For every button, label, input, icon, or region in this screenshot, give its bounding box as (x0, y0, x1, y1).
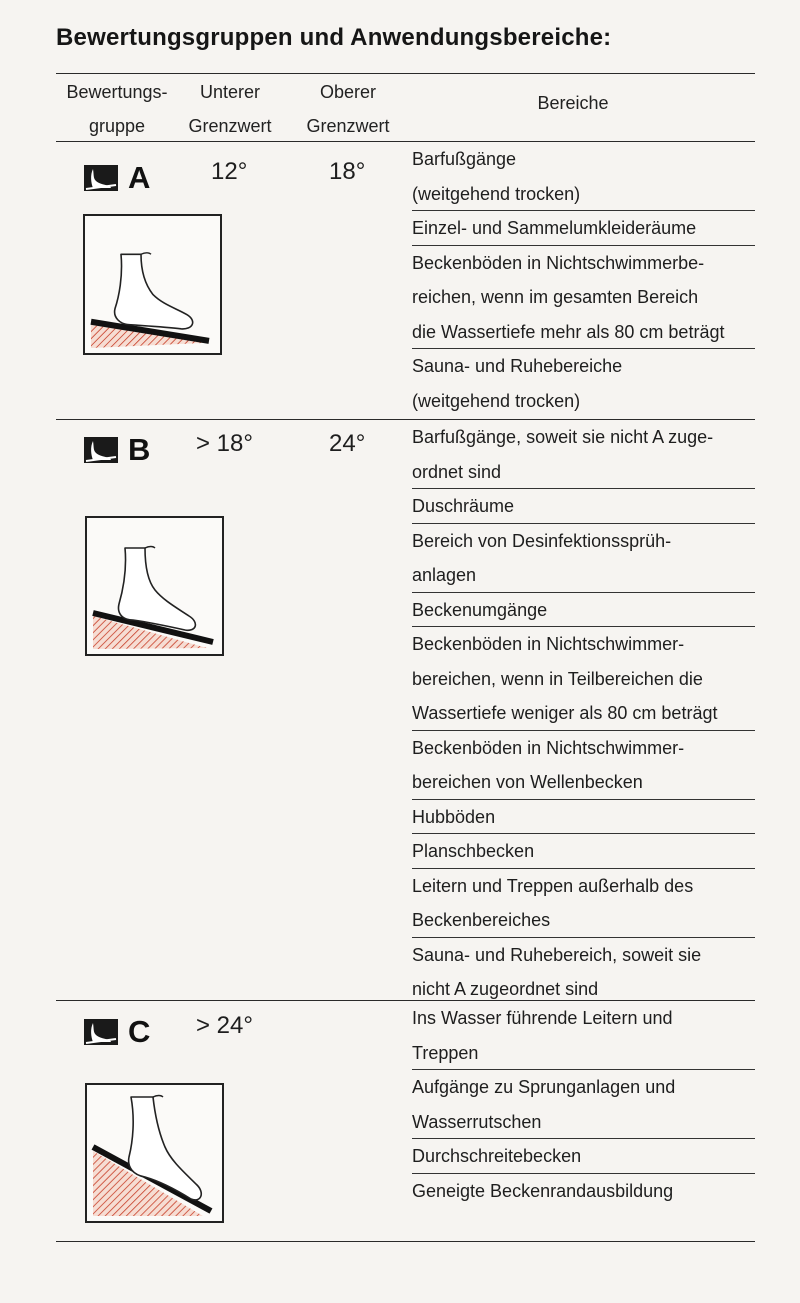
area-text-line: Beckenbereiches (412, 910, 551, 930)
area-text-line: Treppen (412, 1042, 479, 1063)
table-bottom-rule (56, 1241, 755, 1242)
area-text-line: Beckenböden in Nichtschwimmer- (412, 737, 685, 758)
area-text-line: Barfußgänge, soweit sie nicht A zuge- (412, 427, 714, 447)
area-text-line: Sauna- und Ruhebereich, soweit sie (412, 944, 702, 965)
area-text-line: Geneigte Beckenrandausbildung (412, 1180, 674, 1201)
header-upper-line2: Grenzwert (306, 116, 390, 136)
area-text-line: die Wassertiefe mehr als 80 cm beträgt (412, 321, 725, 342)
area-text-line: anlagen (412, 565, 477, 585)
area-text-line: Durchschreitebecken (412, 1146, 582, 1166)
slope-illustration-b (85, 516, 224, 656)
area-text-line: nicht A zugeordnet sind (412, 979, 599, 999)
area-text-line: Hubböden (412, 806, 496, 827)
area-text-line: reichen, wenn im gesamten Bereich (412, 287, 699, 307)
area-text-line: Wassertiefe weniger als 80 cm beträgt (412, 703, 718, 723)
area-item (412, 731, 755, 800)
lower-limit: 12° (211, 158, 248, 185)
group-letter: C (128, 1014, 151, 1049)
foot-icon (84, 437, 118, 463)
table-top-rule (56, 73, 755, 74)
group-label-b (84, 432, 150, 468)
slope-illustration-a (83, 214, 222, 355)
page-title: Bewertungsgruppen und Anwendungsbereiche: (56, 24, 612, 51)
area-text-line: Beckenumgänge (412, 599, 548, 620)
upper-limit: 18° (329, 158, 366, 185)
area-item (412, 938, 755, 1007)
header-lower-line1: Unterer (199, 82, 261, 102)
area-text-line: bereichen, wenn in Teilbereichen die (412, 668, 703, 689)
area-text-line: ordnet sind (412, 461, 502, 482)
lower-limit: > 24° (196, 1012, 253, 1039)
foot-icon (84, 1019, 118, 1045)
area-item (412, 1174, 755, 1209)
area-item (412, 349, 755, 418)
area-item (412, 1070, 755, 1139)
area-text-line: Bereich von Desinfektionssprüh- (412, 530, 672, 551)
area-item (412, 834, 755, 869)
area-item (412, 627, 755, 731)
area-text-line: (weitgehend trocken) (412, 183, 581, 204)
area-item (412, 1139, 755, 1174)
header-group-line2: gruppe (88, 116, 146, 136)
area-text-line: Aufgänge zu Sprunganlagen und (412, 1077, 676, 1097)
area-item (412, 524, 755, 593)
group-label-a (84, 160, 150, 196)
slope-illustration-c (85, 1083, 224, 1223)
header-upper (298, 75, 398, 143)
foot-icon (84, 165, 118, 191)
area-text-line: Wasserrutschen (412, 1111, 542, 1132)
area-text-line: Planschbecken (412, 841, 535, 861)
header-lower-line2: Grenzwert (188, 116, 272, 136)
area-item (412, 1001, 755, 1070)
area-text-line: Einzel- und Sammelumkleideräume (412, 218, 697, 238)
header-group-line1: Bewertungs- (66, 82, 168, 102)
area-text-line: Sauna- und Ruhebereiche (412, 356, 623, 376)
header-areas: Bereiche (537, 93, 609, 113)
upper-limit: 24° (329, 430, 366, 457)
area-text-line: bereichen von Wellenbecken (412, 772, 643, 792)
area-text-line: Beckenböden in Nichtschwimmerbe- (412, 252, 705, 273)
area-item (412, 800, 755, 835)
area-item (412, 869, 755, 938)
header-group (56, 75, 178, 143)
area-text-line: (weitgehend trocken) (412, 390, 581, 411)
group-letter: A (128, 160, 151, 195)
header-lower (180, 75, 280, 143)
group-letter: B (128, 432, 151, 467)
area-text-line: Barfußgänge (412, 149, 517, 169)
area-item (412, 593, 755, 628)
header-upper-line1: Oberer (319, 82, 377, 102)
area-text-line: Ins Wasser führende Leitern und (412, 1008, 673, 1028)
area-item (412, 142, 755, 211)
area-item (412, 420, 755, 489)
area-item (412, 211, 755, 246)
area-item (412, 489, 755, 524)
lower-limit: > 18° (196, 430, 253, 457)
area-item (412, 246, 755, 350)
area-text-line: Leitern und Treppen außerhalb des (412, 875, 694, 896)
area-text-line: Beckenböden in Nichtschwimmer- (412, 634, 685, 654)
area-text-line: Duschräume (412, 496, 515, 516)
group-label-c (84, 1014, 150, 1050)
